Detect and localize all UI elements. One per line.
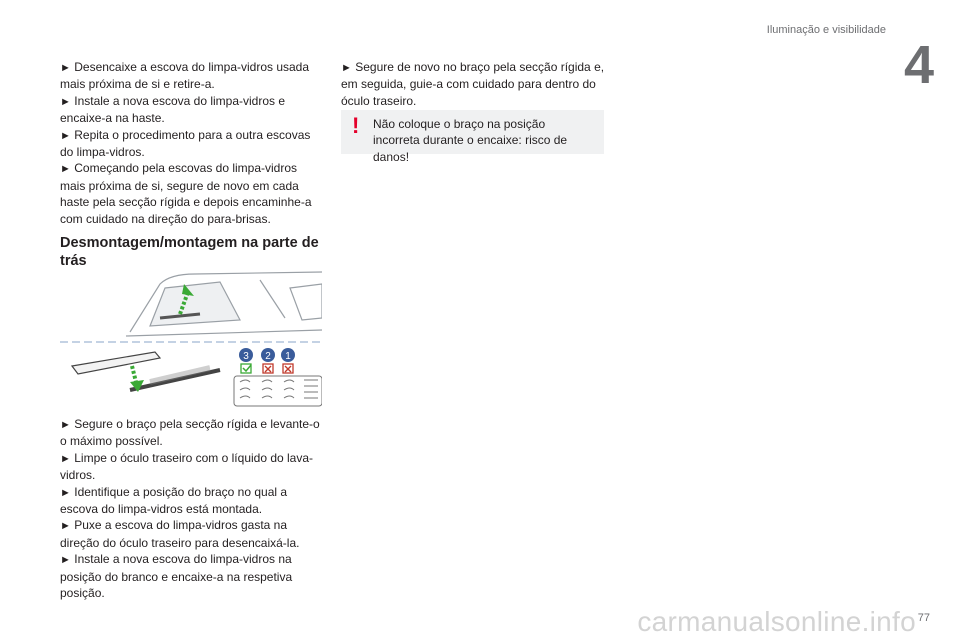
rear-steps [60,416,328,601]
right-steps [341,59,606,109]
watermark: carmanualsonline.info [637,606,916,637]
chapter-number: 4 [903,35,934,95]
check-icon [241,364,251,373]
bullet-arrow-icon: ► [60,163,71,176]
cross-icon [263,364,273,373]
step-item: ► Limpe o óculo traseiro com o líquido do lava-vidros. [60,450,314,483]
step-item: ► Segure de novo no braço pela secção rígida e, em seguida, guie-a com cuidado para dentro do óculo traseiro. [341,60,605,108]
bullet-arrow-icon: ► [60,520,71,533]
callout-1 [281,348,295,362]
bullet-arrow-icon: ► [60,486,71,499]
warning-text: Não coloque o braço na posição incorreta durante o encaixe: risco de danos! [373,117,568,164]
page-number: 77 [917,612,930,624]
section-heading: Desmontagem/montagem na parte de trás [60,235,319,269]
step-item: ► Puxe a escova do limpa-vidros gasta na direção do óculo traseiro para desencaixá-la. [60,518,300,550]
bullet-arrow-icon: ► [60,95,71,108]
bullet-arrow-icon: ► [341,62,352,74]
step-item: ► Repita o procedimento para a outra escovas do limpa-vidros. [60,127,311,160]
step-item: ► Começando pela escovas do limpa-vidros mais próxima de si, segure de novo em cada haste pela secção rígida e depois encaminhe-a com cuidado na direção do para-brisas. [60,161,312,226]
svg-text:1: 1 [285,351,291,362]
bullet-arrow-icon: ► [60,129,71,142]
svg-text:2: 2 [265,351,271,362]
warning-box [341,110,604,164]
left-steps [60,59,325,227]
bullet-arrow-icon: ► [60,554,71,567]
step-item: ► Instale a nova escova do limpa-vidros na posição do branco e encaixe-a na respetiva posição. [60,552,293,601]
step-item: ► Identifique a posição do braço no qual a escova do limpa-vidros está montada. [60,484,288,517]
bullet-arrow-icon: ► [60,419,71,431]
bullet-arrow-icon: ► [60,452,71,465]
cross-icon [283,364,293,373]
rear-wiper-illustration [60,270,322,410]
exclamation-icon: ! [352,113,360,138]
step-item: ► Segure o braço pela secção rígida e levante-o o máximo possível. [60,417,320,449]
step-item: ► Desencaixe a escova do limpa-vidros usada mais próxima de si e retire-a. [60,60,310,92]
svg-text:3: 3 [243,351,249,362]
illustration-svg [60,270,322,410]
header-section-title: Iluminação e visibilidade [766,24,886,36]
step-item: ► Instale a nova escova do limpa-vidros e encaixe-a na haste. [60,93,286,126]
bullet-arrow-icon: ► [60,62,71,74]
callout-2 [261,348,275,362]
callout-3 [239,348,253,362]
